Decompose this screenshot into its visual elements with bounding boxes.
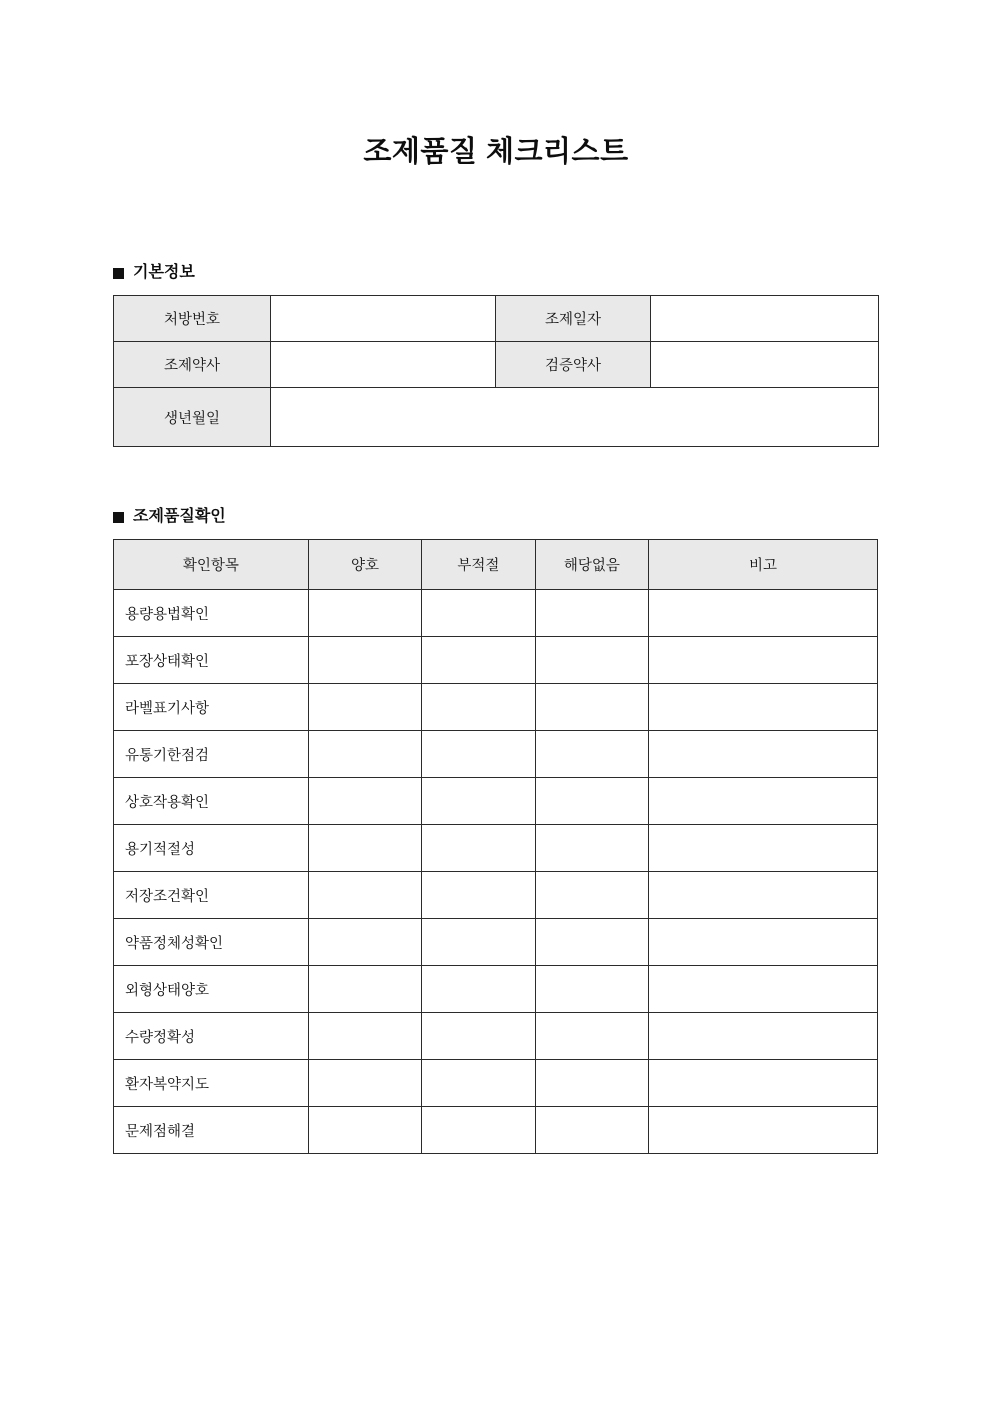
column-header-remarks: 비고 [649,540,878,590]
checklist-item-label: 라벨표기사항 [114,684,309,731]
checklist-item-label: 유통기한점검 [114,731,309,778]
checkbox-cell-good[interactable] [308,966,421,1013]
table-row [114,825,878,872]
checkbox-cell-not-applicable[interactable] [535,1013,648,1060]
checklist-item-label: 환자복약지도 [114,1060,309,1107]
checklist-item-label: 상호작용확인 [114,778,309,825]
section-title-basic-info: 기본정보 [133,264,195,282]
checkbox-cell-improper[interactable] [422,778,535,825]
remarks-cell[interactable] [649,825,878,872]
remarks-cell[interactable] [649,919,878,966]
remarks-cell[interactable] [649,637,878,684]
table-row [114,296,879,342]
checkbox-cell-improper[interactable] [422,872,535,919]
checkbox-cell-not-applicable[interactable] [535,637,648,684]
checkbox-cell-good[interactable] [308,872,421,919]
remarks-cell[interactable] [649,684,878,731]
bullet-square-icon [113,512,124,523]
checkbox-cell-good[interactable] [308,825,421,872]
remarks-cell[interactable] [649,966,878,1013]
checkbox-cell-not-applicable[interactable] [535,872,648,919]
column-header-not-applicable: 해당없음 [535,540,648,590]
table-row [114,778,878,825]
section-header-basic-info [113,265,879,281]
field-verifying-pharmacist[interactable] [651,342,879,388]
checkbox-cell-good[interactable] [308,919,421,966]
checklist-item-label: 저장조건확인 [114,872,309,919]
section-title-quality-check: 조제품질확인 [133,508,226,526]
remarks-cell[interactable] [649,1060,878,1107]
checkbox-cell-good[interactable] [308,637,421,684]
checkbox-cell-good[interactable] [308,590,421,637]
table-row [114,919,878,966]
checkbox-cell-not-applicable[interactable] [535,778,648,825]
page-title: 조제품질 체크리스트 [363,136,629,168]
checkbox-cell-improper[interactable] [422,1107,535,1154]
checklist-item-label: 포장상태확인 [114,637,309,684]
table-row [114,637,878,684]
checkbox-cell-not-applicable[interactable] [535,919,648,966]
checklist-item-label: 외형상태양호 [114,966,309,1013]
table-row [114,684,878,731]
checkbox-cell-not-applicable[interactable] [535,1060,648,1107]
checkbox-cell-good[interactable] [308,1107,421,1154]
label-dispensing-pharmacist: 조제약사 [114,342,271,388]
checkbox-cell-improper[interactable] [422,919,535,966]
label-verifying-pharmacist: 검증약사 [496,342,651,388]
checkbox-cell-good[interactable] [308,684,421,731]
checkbox-cell-not-applicable[interactable] [535,684,648,731]
field-dispensing-date[interactable] [651,296,879,342]
label-birth-date: 생년월일 [114,388,271,447]
table-row [114,1060,878,1107]
column-header-item: 확인항목 [114,540,309,590]
checkbox-cell-improper[interactable] [422,966,535,1013]
checklist-item-label: 용기적절성 [114,825,309,872]
checkbox-cell-improper[interactable] [422,1060,535,1107]
table-row [114,731,878,778]
table-row [114,388,879,447]
checkbox-cell-not-applicable[interactable] [535,966,648,1013]
label-dispensing-date: 조제일자 [496,296,651,342]
table-row [114,966,878,1013]
table-row [114,342,879,388]
section-header-quality-check [113,509,879,525]
checkbox-cell-not-applicable[interactable] [535,590,648,637]
table-row [114,872,878,919]
checklist-item-label: 문제점해결 [114,1107,309,1154]
field-dispensing-pharmacist[interactable] [271,342,496,388]
checkbox-cell-improper[interactable] [422,637,535,684]
remarks-cell[interactable] [649,872,878,919]
checkbox-cell-improper[interactable] [422,684,535,731]
label-prescription-number: 처방번호 [114,296,271,342]
remarks-cell[interactable] [649,590,878,637]
table-row [114,1107,878,1154]
checkbox-cell-good[interactable] [308,778,421,825]
remarks-cell[interactable] [649,778,878,825]
quality-check-table [113,539,878,1154]
checkbox-cell-improper[interactable] [422,731,535,778]
checkbox-cell-not-applicable[interactable] [535,825,648,872]
remarks-cell[interactable] [649,1107,878,1154]
remarks-cell[interactable] [649,1013,878,1060]
bullet-square-icon [113,268,124,279]
remarks-cell[interactable] [649,731,878,778]
checkbox-cell-good[interactable] [308,1013,421,1060]
basic-info-table [113,295,879,447]
table-header-row [114,540,878,590]
checkbox-cell-good[interactable] [308,1060,421,1107]
column-header-good: 양호 [308,540,421,590]
table-row [114,1013,878,1060]
field-birth-date[interactable] [271,388,879,447]
checklist-item-label: 용량용법확인 [114,590,309,637]
table-row [114,590,878,637]
checkbox-cell-improper[interactable] [422,825,535,872]
checklist-item-label: 수량정확성 [114,1013,309,1060]
checkbox-cell-not-applicable[interactable] [535,731,648,778]
checkbox-cell-good[interactable] [308,731,421,778]
checkbox-cell-improper[interactable] [422,590,535,637]
checkbox-cell-improper[interactable] [422,1013,535,1060]
field-prescription-number[interactable] [271,296,496,342]
column-header-improper: 부적절 [422,540,535,590]
checkbox-cell-not-applicable[interactable] [535,1107,648,1154]
checklist-item-label: 약품정체성확인 [114,919,309,966]
